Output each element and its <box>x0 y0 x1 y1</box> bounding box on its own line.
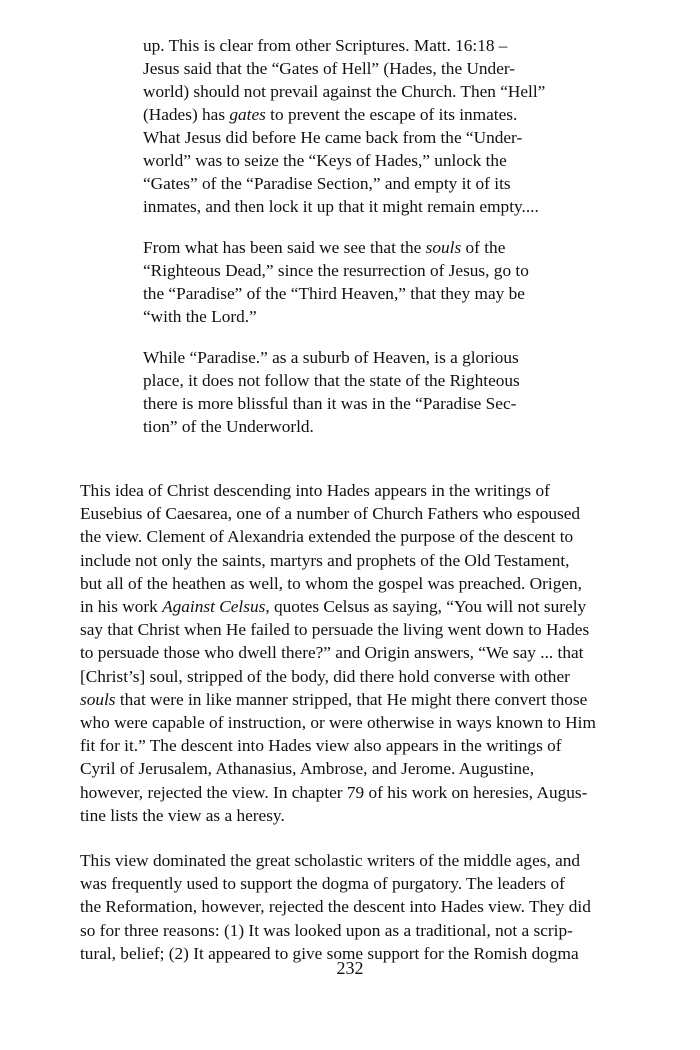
body-line: This view dominated the great scholastic writers of the middle ages, and <box>80 851 581 871</box>
quote-line: “with the Lord.” <box>143 307 257 326</box>
body-line: [Christ’s] soul, stripped of the body, did there hold converse with other <box>80 666 570 686</box>
quote-line: world” was to seize the “Keys of Hades,” unlock the <box>143 151 507 170</box>
quote-paragraph-1 <box>143 34 563 218</box>
quote-line: What Jesus did before He came back from the “Under- <box>143 128 523 147</box>
body-text <box>80 479 640 987</box>
quote-line: there is more blissful than it was in the “Paradise Sec- <box>143 394 517 413</box>
body-line: Eusebius of Caesarea, one of a number of Church Fathers who espoused <box>80 504 581 524</box>
quote-line: up. This is clear from other Scriptures. Matt. 16:18 – <box>143 36 508 55</box>
quote-paragraph-3 <box>143 346 563 438</box>
quote-line: Jesus said that the “Gates of Hell” (Hades, the Under- <box>143 59 516 78</box>
body-line: tine lists the view as a heresy. <box>80 805 285 825</box>
body-line: the view. Clement of Alexandria extended the purpose of the descent to <box>80 527 574 547</box>
body-line: Cyril of Jerusalem, Athanasius, Ambrose, and Jerome. Augustine, <box>80 759 535 779</box>
body-line: in his work Against Celsus, quotes Celsus as saying, “You will not surely <box>80 597 587 617</box>
body-line: however, rejected the view. In chapter 79 of his work on heresies, Augus- <box>80 782 588 802</box>
body-line: so for three reasons: (1) It was looked upon as a traditional, not a scrip- <box>80 920 573 940</box>
quote-line: From what has been said we see that the souls of the <box>143 238 506 257</box>
block-quote <box>143 34 563 456</box>
quote-line: tion” of the Underworld. <box>143 417 314 436</box>
body-line: but all of the heathen as well, to whom the gospel was preached. Origen, <box>80 573 582 593</box>
quote-line: While “Paradise.” as a suburb of Heaven, is a glorious <box>143 348 519 367</box>
body-line: souls that were in like manner stripped, that He might there convert those <box>80 689 588 709</box>
body-line: was frequently used to support the dogma of purgatory. The leaders of <box>80 874 565 894</box>
body-line: include not only the saints, martyrs and prophets of the Old Testament, <box>80 550 570 570</box>
body-line: to persuade those who dwell there?” and Origin answers, “We say ... that <box>80 643 584 663</box>
quote-line: (Hades) has gates to prevent the escape of its inmates. <box>143 105 518 124</box>
body-line: tural, belief; (2) It appeared to give some support for the Romish dogma <box>80 943 579 963</box>
quote-line: “Righteous Dead,” since the resurrection of Jesus, go to <box>143 261 529 280</box>
body-line: the Reformation, however, rejected the descent into Hades view. They did <box>80 897 591 917</box>
quote-paragraph-2 <box>143 236 563 328</box>
body-line: This idea of Christ descending into Hades appears in the writings of <box>80 481 550 500</box>
quote-line: place, it does not follow that the state of the Righteous <box>143 371 520 390</box>
body-line: say that Christ when He failed to persuade the living went down to Hades <box>80 620 590 640</box>
quote-line: the “Paradise” of the “Third Heaven,” that they may be <box>143 284 525 303</box>
quote-line: “Gates” of the “Paradise Section,” and empty it of its <box>143 174 511 193</box>
body-line: who were capable of instruction, or were otherwise in ways known to Him <box>80 713 596 733</box>
quote-line: inmates, and then lock it up that it might remain empty.... <box>143 197 539 216</box>
page-number: 232 <box>336 958 364 978</box>
body-paragraph-2 <box>80 849 640 965</box>
body-line: fit for it.” The descent into Hades view also appears in the writings of <box>80 736 562 756</box>
quote-line: world) should not prevail against the Church. Then “Hell” <box>143 82 546 101</box>
body-paragraph-1 <box>80 479 640 827</box>
